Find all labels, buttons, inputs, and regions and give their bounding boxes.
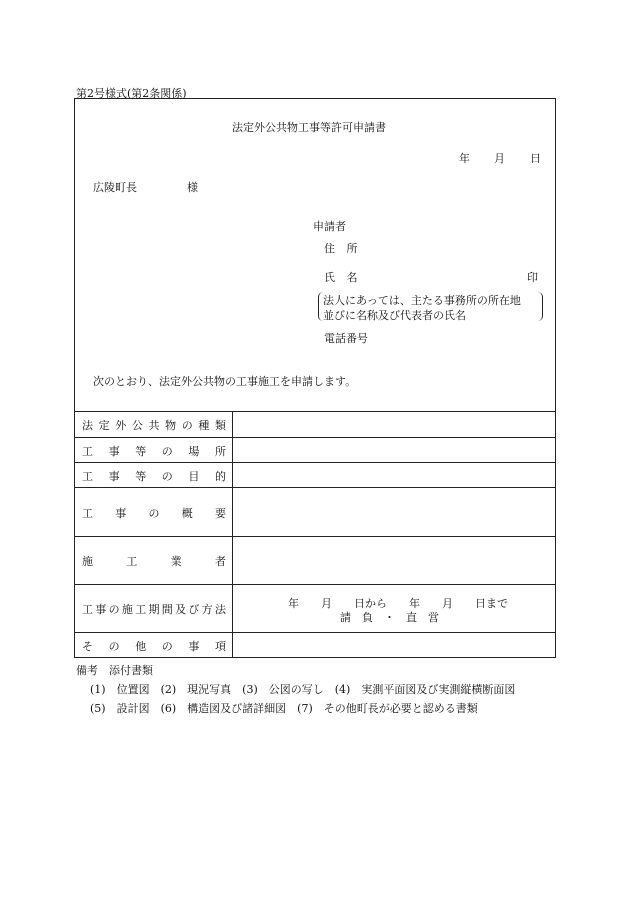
seal-mark: 印 <box>527 271 538 284</box>
row-value-location[interactable] <box>240 443 546 459</box>
name-label: 氏 名 <box>324 271 358 284</box>
form-number: 第2号様式(第2条関係) <box>76 87 187 100</box>
table-divider <box>74 437 556 438</box>
table-divider <box>74 536 556 537</box>
application-statement: 次のとおり、法定外公共物の工事施工を申請します。 <box>93 375 357 388</box>
row-value-overview[interactable] <box>240 505 546 521</box>
row-label-other: そ の 他 の 事 項 <box>82 640 226 653</box>
row-value-purpose[interactable] <box>240 468 546 484</box>
row-label-period-method: 工 事 の 施 工 期 間 及 び 方 法 <box>82 603 226 616</box>
applicant-label: 申請者 <box>313 220 346 233</box>
row-label-purpose: 工 事 等 の 目 的 <box>82 470 226 483</box>
row-label-overview: 工 事 の 概 要 <box>82 507 226 520</box>
form-title: 法定外公共物工事等許可申請書 <box>232 121 386 134</box>
date-month: 月 <box>494 152 505 165</box>
table-divider <box>74 487 556 488</box>
row-label-contractor: 施 工 業 者 <box>82 555 226 568</box>
row-label-kind: 法 定 外 公 共 物 の 種 類 <box>82 419 226 432</box>
honorific: 様 <box>187 181 198 194</box>
corporate-note-line2: 並びに名称及び代表者の氏名 <box>323 309 466 322</box>
address-label: 住 所 <box>324 242 358 255</box>
table-divider <box>74 632 556 633</box>
row-value-other[interactable] <box>240 638 546 654</box>
row-label-location: 工 事 等 の 場 所 <box>82 445 226 458</box>
table-divider <box>74 462 556 463</box>
table-divider <box>74 584 556 585</box>
addressee: 広陵町長 <box>93 181 137 194</box>
row-value-kind[interactable] <box>240 417 546 433</box>
method-line: 請 負 ・ 直 営 <box>340 611 439 624</box>
corporate-note-line1: 法人にあっては、主たる事務所の所在地 <box>323 294 521 307</box>
period-line: 年 月 日から 年 月 日まで <box>288 597 508 610</box>
table-divider <box>74 411 556 412</box>
phone-label: 電話番号 <box>324 332 368 345</box>
notes-heading: 備考 添付書類 <box>76 664 153 677</box>
table-column-divider <box>232 411 233 657</box>
date-day: 日 <box>530 152 541 165</box>
notes-line-1: (1) 位置図 (2) 現況写真 (3) 公図の写し (4) 実測平面図及び実測縦横断面図 <box>90 683 516 696</box>
row-value-contractor[interactable] <box>240 553 546 569</box>
notes-line-2: (5) 設計図 (6) 構造図及び諸詳細図 (7) その他町長が必要と認める書類 <box>90 702 478 715</box>
date-year: 年 <box>459 152 470 165</box>
